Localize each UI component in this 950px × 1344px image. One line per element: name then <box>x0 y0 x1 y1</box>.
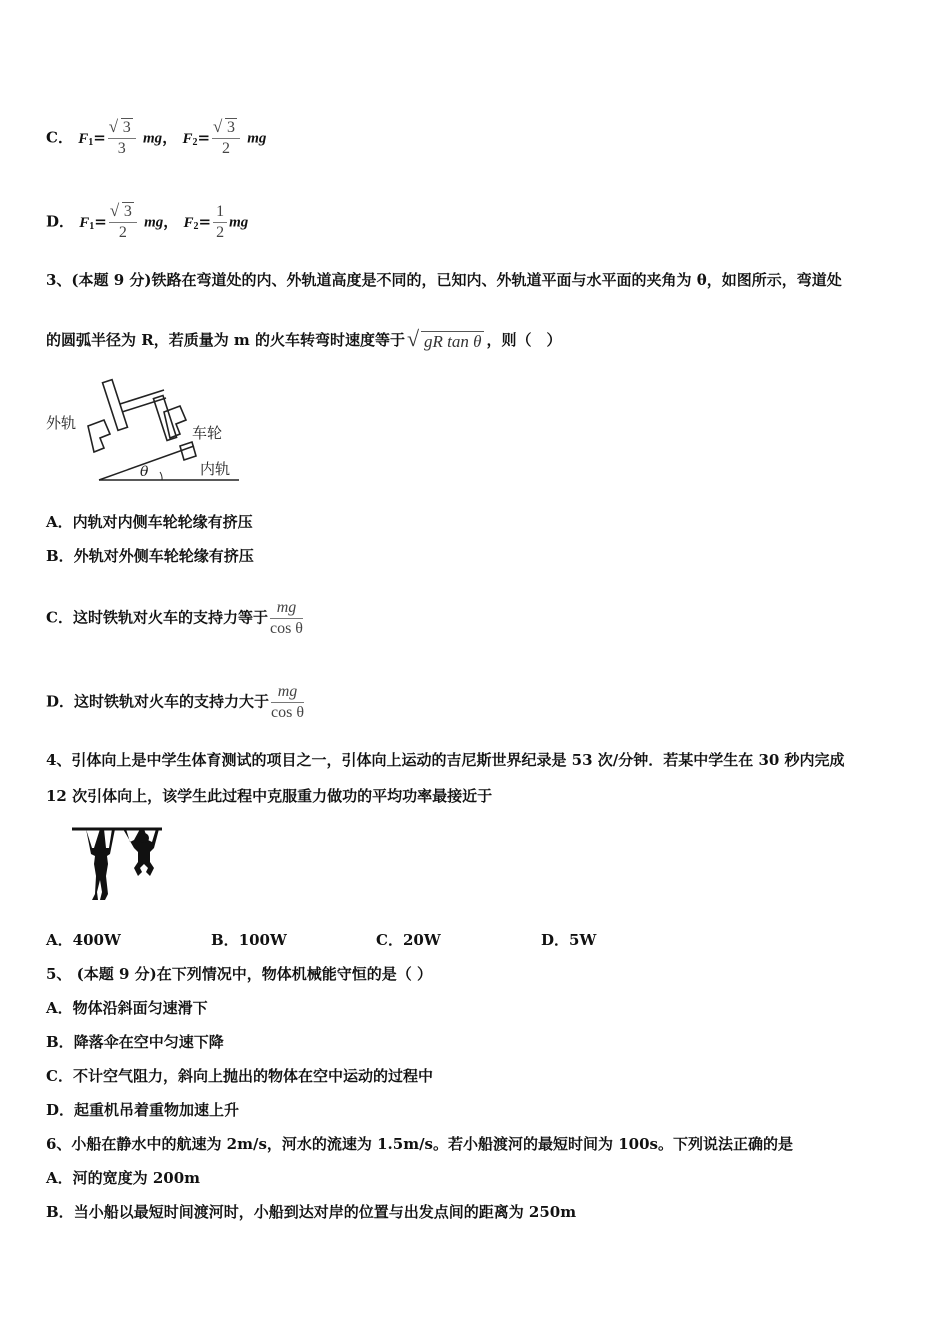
person-pulled-up <box>123 829 159 876</box>
q5-option-b: B．降落伞在空中匀速下降 <box>46 1033 224 1051</box>
wheel-label: 车轮 <box>192 424 223 442</box>
q4-stem-line1: 4、引体向上是中学生体育测试的项目之一，引体向上运动的吉尼斯世界纪录是 53 次/分钟．若某中学生在 30 秒内完成 <box>46 751 845 769</box>
q4-options-row <box>46 930 706 950</box>
q3-option-c: C．这时铁轨对火车的支持力等于 $\frac{mg}{\text{cos θ}}$ <box>46 599 303 637</box>
outer-rail <box>88 420 110 452</box>
q6-option-b: B．当小船以最短时间渡河时，小船到达对岸的位置与出发点间的距离为 250m <box>46 1203 577 1221</box>
q4-option-c: C．20W <box>376 931 441 949</box>
q2-option-c: C． $F_1=$ √ $\frac{3}{3}$ mg， $F_2=$ √ $\frac{3}{2}$ mg <box>46 118 266 159</box>
angle-arc <box>160 472 162 480</box>
f1-label: $F_1$ <box>78 130 94 148</box>
q4-stem-line2: 12 次引体向上，该学生此过程中克服重力做功的平均功率最接近于 <box>46 787 493 805</box>
f2-fraction: $\frac{1}{2}$ <box>213 202 227 243</box>
person-hanging <box>86 829 115 900</box>
q4-option-a: A．400W <box>46 931 121 949</box>
outer-rail-label: 外轨 <box>46 414 77 432</box>
q4-option-d: D．5W <box>541 931 597 949</box>
unit-mg: mg <box>247 130 267 147</box>
option-letter: D． <box>46 212 75 231</box>
inner-rail <box>180 442 196 460</box>
f1-fraction: √ $\frac{3}{3}$ <box>108 118 136 159</box>
mg-over-cos-fraction: $\frac{mg}{\text{cos θ}}$ <box>271 683 305 721</box>
q3-option-a: A．内轨对内侧车轮轮缘有挤压 <box>46 513 253 531</box>
q5-option-d: D．起重机吊着重物加速上升 <box>46 1101 240 1119</box>
q6-stem: 6、小船在静水中的航速为 2m/s，河水的流速为 1.5m/s。若小船渡河的最短时间为 100s。下列说法正确的是 <box>46 1135 793 1153</box>
q4-option-b: B．100W <box>211 931 287 949</box>
q6-option-a: A．河的宽度为 200m <box>46 1169 201 1187</box>
q3-stem-line2: 的圆弧半径为 R，若质量为 m 的火车转弯时速度等于√ gR tan θ ，则（ ） <box>46 330 562 352</box>
q2-option-d: D． $F_1=$ √ $\frac{3}{2}$ mg， $F_2=$ $\frac{1}{2}$ mg <box>46 202 248 243</box>
f2-fraction: √ $\frac{3}{2}$ <box>212 118 240 159</box>
angle-label: θ <box>140 464 149 480</box>
q5-option-c: C．不计空气阻力，斜向上抛出的物体在空中运动的过程中 <box>46 1067 433 1085</box>
pull-up-figure <box>70 818 170 908</box>
f1-fraction: √ $\frac{3}{2}$ <box>109 202 137 243</box>
option-letter: C． <box>46 128 73 147</box>
q5-stem: 5、 (本题 9 分)在下列情况中，物体机械能守恒的是（ ） <box>46 965 432 983</box>
q3-stem-line1: 3、(本题 9 分)铁路在弯道处的内、外轨道高度是不同的，已知内、外轨道平面与水平面的夹角为 θ，如图所示，弯道处 <box>46 271 842 289</box>
f2-label: $F_2$ <box>182 130 198 148</box>
q3-option-d: D．这时铁轨对火车的支持力大于 $\frac{mg}{\text{cos θ}}$ <box>46 683 305 721</box>
rail-track-figure <box>44 376 244 486</box>
q5-option-a: A．物体沿斜面匀速滑下 <box>46 999 208 1017</box>
q3-option-b: B．外轨对外侧车轮轮缘有挤压 <box>46 547 254 565</box>
mg-over-cos-fraction: $\frac{mg}{\text{cos θ}}$ <box>269 599 303 637</box>
unit-mg: mg <box>229 214 249 231</box>
axle-bottom <box>122 398 166 412</box>
unit-mg: mg <box>144 214 164 231</box>
wheel-axle-assembly <box>88 380 196 460</box>
sqrt-expression: √ gR tan θ <box>407 331 484 352</box>
outer-wheel-frame <box>103 380 128 431</box>
unit-mg: mg <box>143 130 163 147</box>
f2-label: $F_2$ <box>183 214 199 232</box>
f1-label: $F_1$ <box>79 214 95 232</box>
inner-rail-label: 内轨 <box>200 460 231 478</box>
